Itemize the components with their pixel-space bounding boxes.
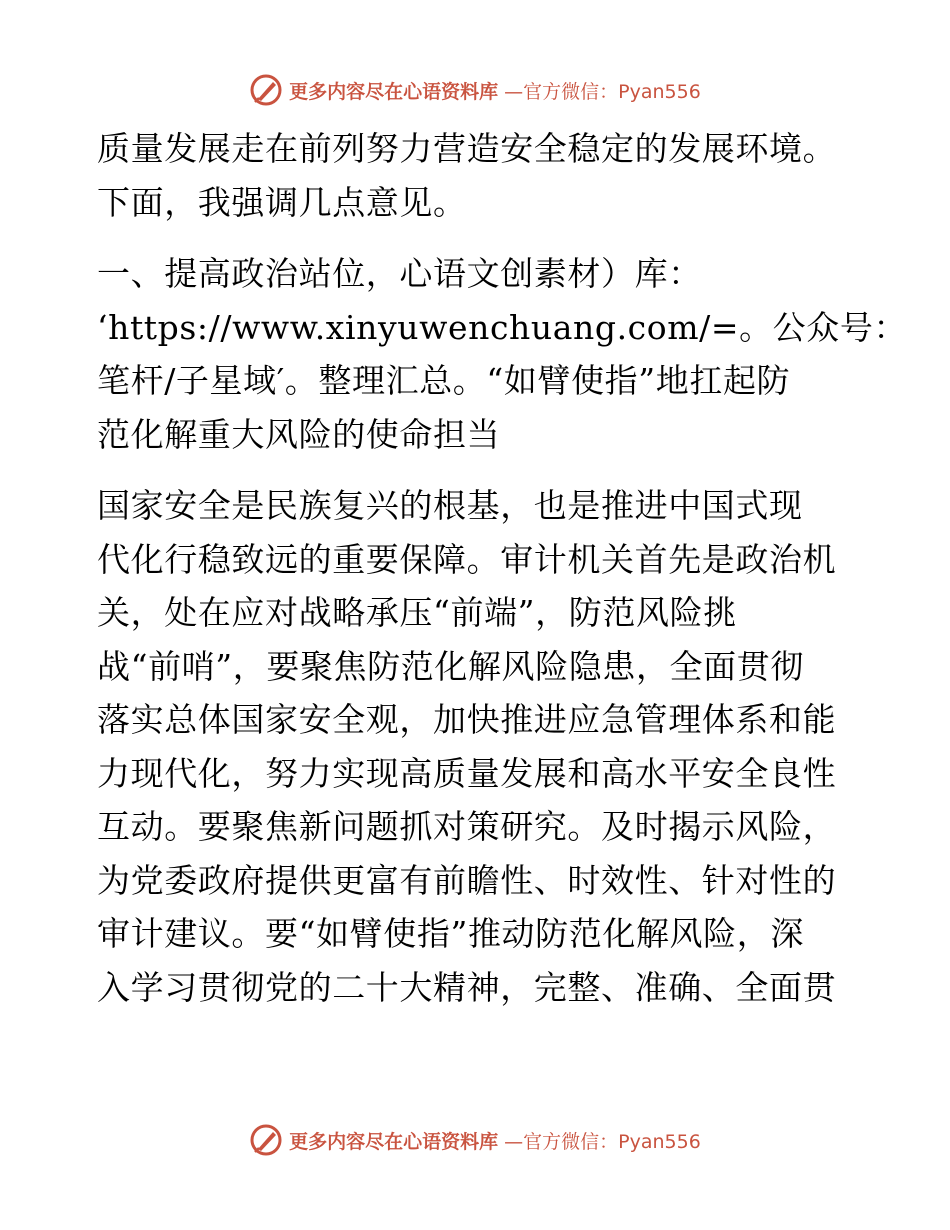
watermark-brand: 更多内容尽在心语资料库 (289, 1130, 499, 1153)
text-line: 战“前哨”，要聚焦防范化解风险隐患，全面贯彻 (97, 646, 804, 686)
text-line: 国家安全是民族复兴的根基，也是推进中国式现 (97, 486, 803, 525)
text-line: 审计建议。要“如臂使指”推动防范化解风险，深 (97, 914, 804, 953)
text-line: 力现代化，努力实现高质量发展和高水平安全良性 (97, 753, 837, 793)
text-line: ‘https://www.xinyuwenchuang.com/=。公众号： (97, 307, 908, 347)
watermark-wechat: —官方微信：Pyan556 (504, 80, 701, 103)
paragraph-section-heading (97, 247, 908, 461)
text-line: 代化行稳致远的重要保障。审计机关首先是政治机 (97, 539, 837, 579)
watermark-group (249, 73, 701, 107)
header-watermark (0, 70, 950, 110)
document-body (97, 122, 908, 1014)
watermark-group (249, 1123, 701, 1157)
text-line: 一、提高政治站位，心语文创素材）库： (97, 254, 702, 293)
text-line: 范化解重大风险的使命担当 (97, 414, 501, 454)
text-line: 笔杆/子星域′。整理汇总。“如臂使指”地扛起防 (97, 361, 791, 400)
text-line: 质量发展走在前列努力营造安全稳定的发展环境。 (97, 129, 837, 168)
text-line: 落实总体国家安全观，加快推进应急管理体系和能 (97, 700, 837, 739)
quill-pen-circle-icon (249, 1123, 283, 1157)
paragraph-body (97, 479, 857, 1014)
text-line: 入学习贯彻党的二十大精神，完整、准确、全面贯 (97, 967, 837, 1007)
paragraph-intro (97, 122, 857, 229)
text-line: 为党委政府提供更富有前瞻性、时效性、针对性的 (97, 860, 837, 900)
watermark-wechat: —官方微信：Pyan556 (504, 1130, 701, 1153)
text-line: 互动。要聚焦新问题抓对策研究。及时揭示风险， (97, 807, 837, 846)
footer-watermark (0, 1120, 950, 1160)
text-line: 关，处在应对战略承压“前端”，防范风险挑 (97, 593, 737, 632)
watermark-brand: 更多内容尽在心语资料库 (289, 80, 499, 103)
text-line: 下面，我强调几点意见。 (97, 182, 467, 222)
quill-pen-circle-icon (249, 73, 283, 107)
